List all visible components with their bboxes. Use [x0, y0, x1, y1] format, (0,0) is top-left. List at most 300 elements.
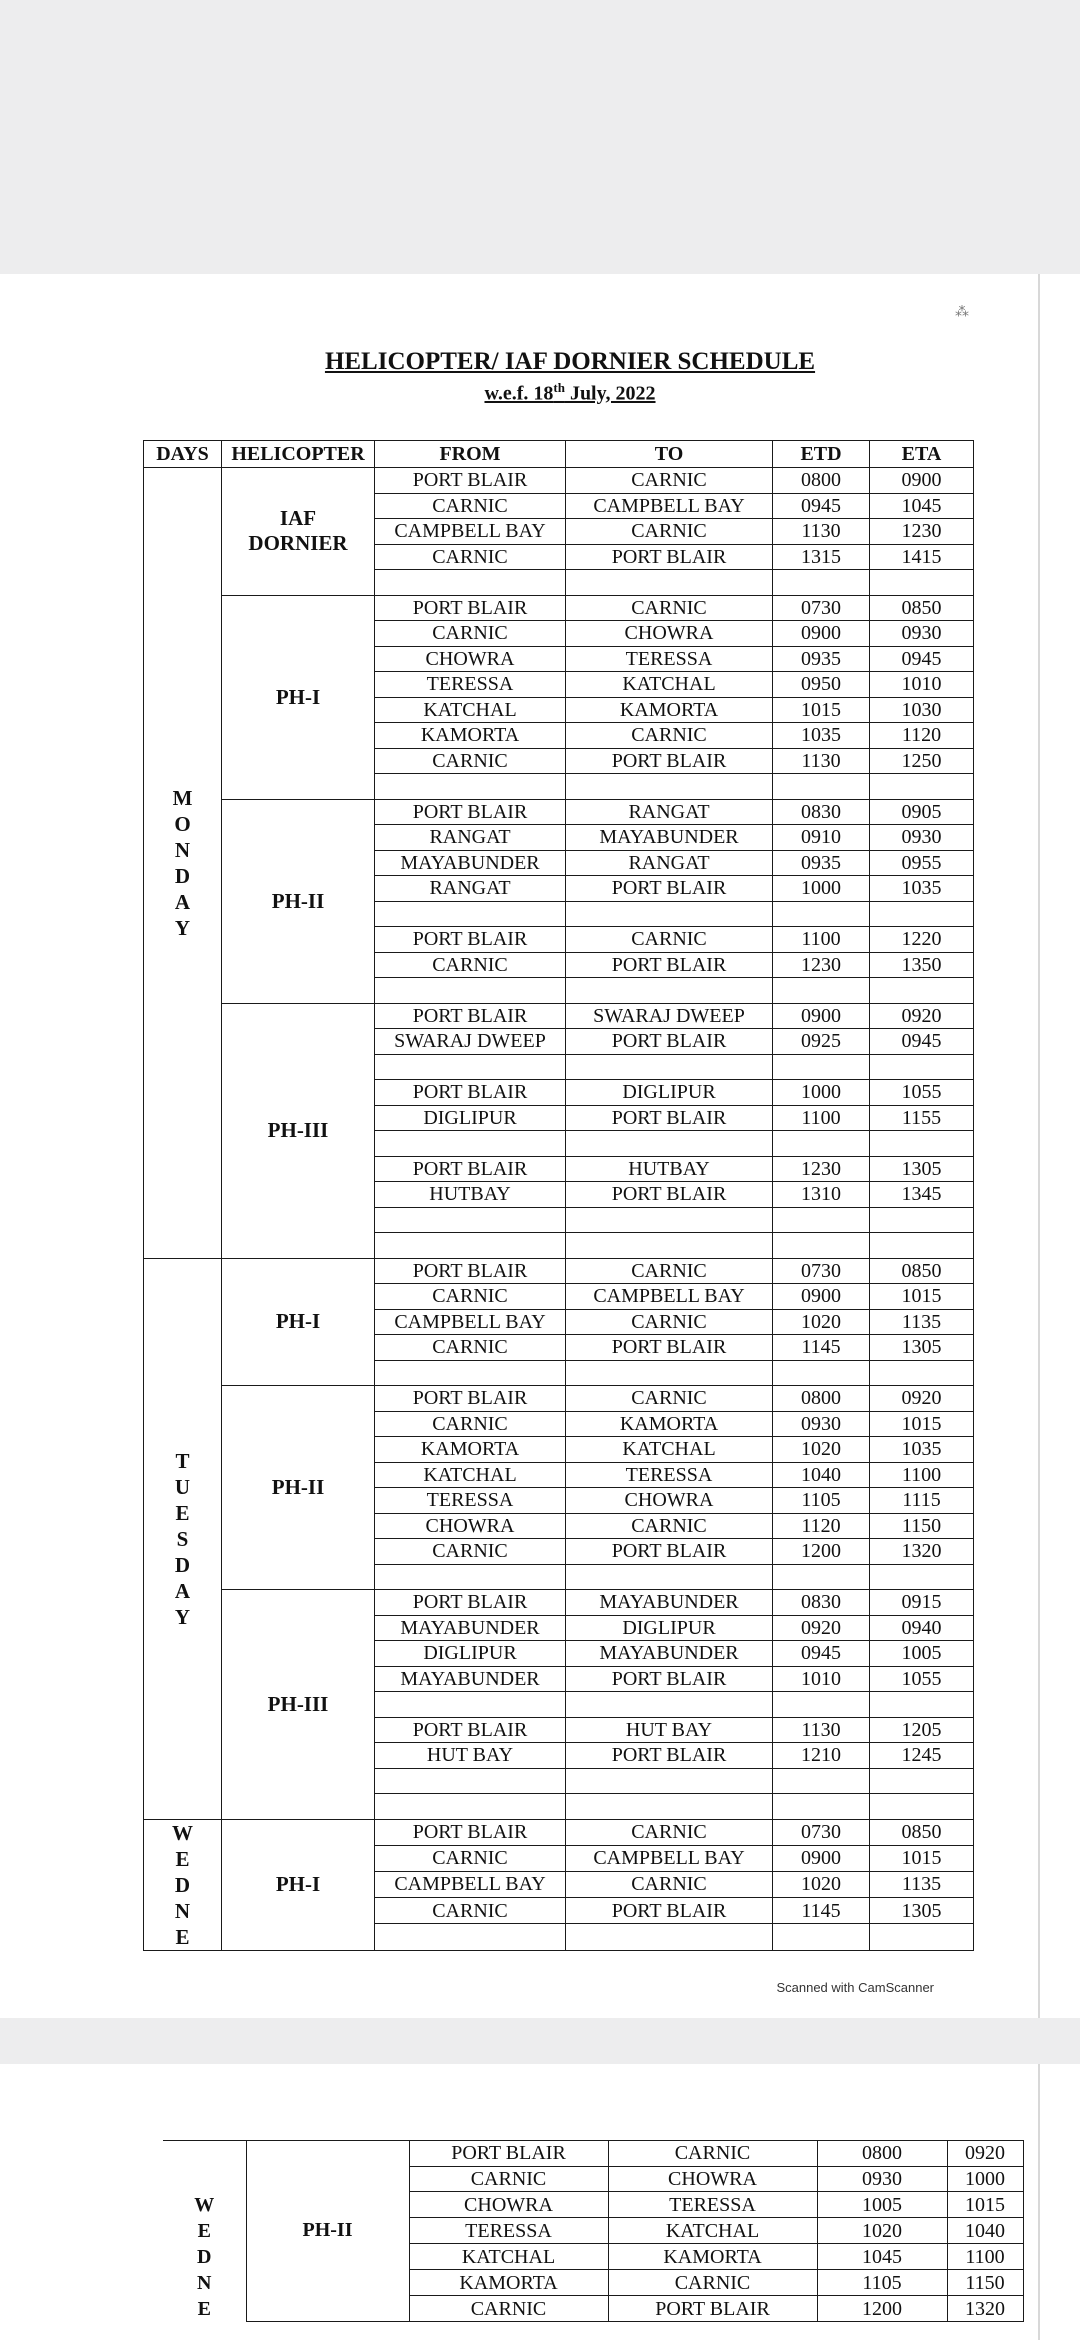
to-cell [566, 1131, 773, 1157]
from-cell: CARNIC [409, 2296, 608, 2322]
aircraft-label: PH-I [275, 684, 321, 709]
aircraft-cell [222, 1386, 375, 1590]
day-letter: S [176, 1526, 189, 1551]
etd-cell [773, 1794, 870, 1820]
from-cell [375, 1207, 566, 1233]
page-edge-line [1038, 274, 1040, 2018]
etd-cell: 1020 [773, 1871, 870, 1897]
day-letter: N [174, 1898, 191, 1923]
to-cell [566, 901, 773, 927]
to-cell: PORT BLAIR [566, 1029, 773, 1055]
to-cell: KATCHAL [566, 672, 773, 698]
to-cell: TERESSA [566, 1462, 773, 1488]
etd-cell: 0950 [773, 672, 870, 698]
etd-cell [773, 978, 870, 1004]
eta-cell: 0945 [870, 646, 974, 672]
from-cell: SWARAJ DWEEP [375, 1029, 566, 1055]
header-helicopter: HELICOPTER [222, 441, 375, 468]
to-cell [566, 1794, 773, 1820]
to-cell: PORT BLAIR [566, 1743, 773, 1769]
day-letter: D [197, 2245, 212, 2268]
etd-cell: 1020 [773, 1437, 870, 1463]
day-letter: A [174, 889, 191, 914]
table-row [144, 1386, 974, 1412]
day-letter: D [174, 1552, 191, 1577]
effective-date-prefix: w.e.f. 18 [484, 382, 554, 405]
aircraft-cell [222, 1819, 375, 1950]
to-cell [566, 1207, 773, 1233]
etd-cell: 1010 [773, 1666, 870, 1692]
from-cell: CHOWRA [375, 1513, 566, 1539]
to-cell: KATCHAL [608, 2218, 817, 2244]
to-cell: KAMORTA [566, 1411, 773, 1437]
etd-cell [773, 1054, 870, 1080]
eta-cell [870, 1054, 974, 1080]
eta-cell: 0900 [870, 468, 974, 494]
day-letter: E [197, 2219, 211, 2242]
from-cell [375, 1768, 566, 1794]
aircraft-label: PH-II [302, 2219, 353, 2242]
scanned-page-1 [0, 274, 1080, 2018]
eta-cell: 0940 [870, 1615, 974, 1641]
from-cell: PORT BLAIR [375, 799, 566, 825]
etd-cell: 0900 [773, 1284, 870, 1310]
to-cell: PORT BLAIR [566, 1335, 773, 1361]
to-cell: CHOWRA [608, 2166, 817, 2192]
from-cell: CARNIC [375, 493, 566, 519]
to-cell: CAMPBELL BAY [566, 493, 773, 519]
to-cell: TERESSA [608, 2192, 817, 2218]
from-cell [375, 901, 566, 927]
etd-cell: 0800 [817, 2141, 947, 2167]
day-letter: E [175, 1924, 190, 1949]
eta-cell: 0955 [870, 850, 974, 876]
table-header-row [144, 441, 974, 468]
from-cell: TERESSA [409, 2218, 608, 2244]
table-row [144, 468, 974, 494]
eta-cell: 1150 [870, 1513, 974, 1539]
to-cell: KAMORTA [566, 697, 773, 723]
to-cell: CHOWRA [566, 621, 773, 647]
scanned-page-2 [0, 2064, 1080, 2340]
etd-cell: 1015 [773, 697, 870, 723]
from-cell: MAYABUNDER [375, 1615, 566, 1641]
etd-cell: 0730 [773, 1819, 870, 1845]
eta-cell: 1205 [870, 1717, 974, 1743]
eta-cell [870, 1131, 974, 1157]
etd-cell: 1100 [773, 1105, 870, 1131]
eta-cell: 1155 [870, 1105, 974, 1131]
to-cell: MAYABUNDER [566, 825, 773, 851]
to-cell [566, 774, 773, 800]
to-cell: PORT BLAIR [566, 1182, 773, 1208]
from-cell: PORT BLAIR [375, 1080, 566, 1106]
etd-cell: 1130 [773, 519, 870, 545]
day-letter: A [174, 1578, 191, 1603]
eta-cell: 1250 [870, 748, 974, 774]
from-cell: HUT BAY [375, 1743, 566, 1769]
to-cell: CARNIC [566, 1309, 773, 1335]
eta-cell: 1320 [947, 2296, 1023, 2322]
etd-cell: 1130 [773, 1717, 870, 1743]
from-cell [375, 570, 566, 596]
etd-cell: 1210 [773, 1743, 870, 1769]
aircraft-cell [222, 1258, 375, 1386]
to-cell: RANGAT [566, 850, 773, 876]
from-cell: CARNIC [375, 544, 566, 570]
day-letter: E [197, 2297, 211, 2320]
day-cell [163, 2166, 246, 2192]
from-cell: CHOWRA [375, 646, 566, 672]
eta-cell [870, 774, 974, 800]
etd-cell: 1105 [817, 2270, 947, 2296]
table-row [144, 799, 974, 825]
page-edge-line [1038, 2064, 1040, 2340]
from-cell [375, 1692, 566, 1718]
to-cell: HUT BAY [566, 1717, 773, 1743]
eta-cell: 1045 [870, 493, 974, 519]
to-cell: CAMPBELL BAY [566, 1845, 773, 1871]
etd-cell: 0945 [773, 493, 870, 519]
to-cell [566, 1360, 773, 1386]
eta-cell: 1015 [870, 1411, 974, 1437]
from-cell: PORT BLAIR [409, 2141, 608, 2167]
from-cell: KAMORTA [409, 2270, 608, 2296]
from-cell: CAMPBELL BAY [375, 519, 566, 545]
day-cell [163, 2192, 246, 2218]
from-cell: CARNIC [375, 621, 566, 647]
from-cell: CARNIC [375, 1284, 566, 1310]
to-cell [566, 1768, 773, 1794]
to-cell: KAMORTA [608, 2244, 817, 2270]
eta-cell: 0920 [870, 1003, 974, 1029]
etd-cell: 1035 [773, 723, 870, 749]
etd-cell [773, 774, 870, 800]
eta-cell: 1115 [870, 1488, 974, 1514]
to-cell: DIGLIPUR [566, 1615, 773, 1641]
to-cell: CARNIC [566, 1258, 773, 1284]
from-cell [375, 1564, 566, 1590]
table-row [144, 1590, 974, 1616]
aircraft-cell [222, 799, 375, 1003]
etd-cell: 1200 [773, 1539, 870, 1565]
header-etd: ETD [773, 441, 870, 468]
etd-cell: 1315 [773, 544, 870, 570]
from-cell: CHOWRA [409, 2192, 608, 2218]
from-cell: PORT BLAIR [375, 468, 566, 494]
day-letter: D [174, 1872, 191, 1897]
to-cell: PORT BLAIR [566, 876, 773, 902]
from-cell: MAYABUNDER [375, 850, 566, 876]
eta-cell: 1415 [870, 544, 974, 570]
from-cell: PORT BLAIR [375, 1819, 566, 1845]
eta-cell [870, 1768, 974, 1794]
header-eta: ETA [870, 441, 974, 468]
to-cell [566, 1233, 773, 1259]
etd-cell: 0900 [773, 1845, 870, 1871]
day-cell [144, 1819, 222, 1950]
eta-cell: 1055 [870, 1080, 974, 1106]
scanner-footer: Scanned with CamScanner [776, 1980, 934, 1995]
to-cell: PORT BLAIR [566, 748, 773, 774]
etd-cell [773, 1207, 870, 1233]
eta-cell [870, 1692, 974, 1718]
etd-cell: 0900 [773, 621, 870, 647]
day-letter: W [194, 2193, 215, 2216]
day-letter: Y [174, 915, 191, 940]
etd-cell [773, 1692, 870, 1718]
to-cell [566, 1054, 773, 1080]
etd-cell: 1310 [773, 1182, 870, 1208]
to-cell [566, 1924, 773, 1950]
aircraft-label: PH-II [271, 1475, 325, 1499]
aircraft-label: PH-III [267, 1118, 329, 1142]
to-cell: PORT BLAIR [566, 544, 773, 570]
from-cell: PORT BLAIR [375, 1003, 566, 1029]
to-cell: SWARAJ DWEEP [566, 1003, 773, 1029]
etd-cell: 1020 [817, 2218, 947, 2244]
eta-cell: 1040 [947, 2218, 1023, 2244]
etd-cell [773, 1360, 870, 1386]
etd-cell: 0935 [773, 850, 870, 876]
from-cell: TERESSA [375, 1488, 566, 1514]
eta-cell: 1220 [870, 927, 974, 953]
schedule-title: HELICOPTER/ IAF DORNIER SCHEDULE [324, 348, 816, 375]
etd-cell [773, 1768, 870, 1794]
from-cell: CARNIC [375, 1845, 566, 1871]
etd-cell: 1100 [773, 927, 870, 953]
eta-cell: 1230 [870, 519, 974, 545]
etd-cell: 0730 [773, 1258, 870, 1284]
to-cell: CARNIC [566, 1871, 773, 1897]
from-cell: PORT BLAIR [375, 595, 566, 621]
to-cell: PORT BLAIR [566, 1898, 773, 1924]
effective-date [0, 380, 1080, 406]
day-letter: E [175, 1500, 190, 1525]
from-cell: PORT BLAIR [375, 1386, 566, 1412]
day-letter: N [197, 2271, 212, 2294]
schedule-body-continued [163, 2141, 1023, 2322]
eta-cell: 1035 [870, 876, 974, 902]
from-cell: PORT BLAIR [375, 927, 566, 953]
etd-cell: 1045 [817, 2244, 947, 2270]
aircraft-label: PH-II [271, 888, 325, 913]
etd-cell: 0945 [773, 1641, 870, 1667]
from-cell: PORT BLAIR [375, 1590, 566, 1616]
aircraft-label: IAF [279, 506, 317, 531]
from-cell [375, 1054, 566, 1080]
from-cell: MAYABUNDER [375, 1666, 566, 1692]
eta-cell: 1030 [870, 697, 974, 723]
etd-cell: 1040 [773, 1462, 870, 1488]
etd-cell [773, 1233, 870, 1259]
effective-date-suffix: July, 2022 [564, 382, 656, 405]
eta-cell: 1005 [870, 1641, 974, 1667]
etd-cell: 1145 [773, 1335, 870, 1361]
aircraft-label: PH-III [267, 1691, 329, 1716]
table-row [144, 595, 974, 621]
to-cell: CARNIC [566, 1819, 773, 1845]
day-cell [163, 2244, 246, 2270]
from-cell: CARNIC [375, 952, 566, 978]
table-row [144, 1003, 974, 1029]
eta-cell: 0850 [870, 595, 974, 621]
eta-cell: 0920 [947, 2141, 1023, 2167]
etd-cell: 0930 [817, 2166, 947, 2192]
etd-cell: 0910 [773, 825, 870, 851]
schedule-table-continued [163, 2140, 1024, 2322]
from-cell: CARNIC [375, 1539, 566, 1565]
schedule-body [144, 468, 974, 1951]
eta-cell: 0905 [870, 799, 974, 825]
etd-cell [773, 1924, 870, 1950]
eta-cell: 0920 [870, 1386, 974, 1412]
to-cell: PORT BLAIR [566, 1666, 773, 1692]
eta-cell: 1345 [870, 1182, 974, 1208]
day-letter: T [175, 1448, 190, 1473]
eta-cell: 0915 [870, 1590, 974, 1616]
to-cell: PORT BLAIR [566, 952, 773, 978]
etd-cell: 1230 [773, 952, 870, 978]
to-cell: CHOWRA [566, 1488, 773, 1514]
from-cell: KATCHAL [375, 697, 566, 723]
aircraft-cell [246, 2141, 409, 2322]
eta-cell: 1305 [870, 1335, 974, 1361]
eta-cell: 1320 [870, 1539, 974, 1565]
eta-cell [870, 1794, 974, 1820]
to-cell [566, 570, 773, 596]
schedule-table [143, 440, 974, 1951]
etd-cell: 1000 [773, 1080, 870, 1106]
from-cell [375, 774, 566, 800]
to-cell: CARNIC [566, 468, 773, 494]
to-cell: CARNIC [566, 1386, 773, 1412]
eta-cell: 1055 [870, 1666, 974, 1692]
from-cell [375, 1924, 566, 1950]
to-cell [566, 1564, 773, 1590]
from-cell: CARNIC [375, 1411, 566, 1437]
table-row [144, 1819, 974, 1845]
aircraft-cell [222, 1590, 375, 1820]
aircraft-label: DORNIER [248, 531, 348, 556]
day-cell [144, 1258, 222, 1819]
eta-cell [870, 1564, 974, 1590]
to-cell: PORT BLAIR [566, 1539, 773, 1565]
header-from: FROM [375, 441, 566, 468]
day-letter: N [174, 837, 191, 862]
to-cell: TERESSA [566, 646, 773, 672]
etd-cell: 1200 [817, 2296, 947, 2322]
to-cell: DIGLIPUR [566, 1080, 773, 1106]
etd-cell: 0800 [773, 1386, 870, 1412]
to-cell [566, 1692, 773, 1718]
day-letter: O [174, 811, 191, 836]
from-cell: KATCHAL [409, 2244, 608, 2270]
etd-cell: 0935 [773, 646, 870, 672]
from-cell: PORT BLAIR [375, 1258, 566, 1284]
effective-date-ordinal: th [553, 380, 565, 395]
etd-cell [773, 1564, 870, 1590]
from-cell: CAMPBELL BAY [375, 1309, 566, 1335]
day-cell [144, 468, 222, 1259]
eta-cell: 1150 [947, 2270, 1023, 2296]
day-letter: U [174, 1474, 191, 1499]
from-cell: RANGAT [375, 825, 566, 851]
from-cell [375, 1360, 566, 1386]
from-cell: CARNIC [375, 1898, 566, 1924]
from-cell: HUTBAY [375, 1182, 566, 1208]
aircraft-label: PH-I [275, 1872, 321, 1896]
etd-cell: 0900 [773, 1003, 870, 1029]
etd-cell: 1020 [773, 1309, 870, 1335]
to-cell: HUTBAY [566, 1156, 773, 1182]
to-cell: PORT BLAIR [566, 1105, 773, 1131]
eta-cell: 1350 [870, 952, 974, 978]
eta-cell: 0930 [870, 825, 974, 851]
eta-cell: 1135 [870, 1871, 974, 1897]
eta-cell: 0945 [870, 1029, 974, 1055]
from-cell: PORT BLAIR [375, 1156, 566, 1182]
eta-cell [870, 1924, 974, 1950]
day-letter: Y [174, 1604, 191, 1629]
eta-cell [870, 1207, 974, 1233]
etd-cell: 0830 [773, 1590, 870, 1616]
aircraft-cell [222, 1003, 375, 1258]
from-cell: TERESSA [375, 672, 566, 698]
eta-cell [870, 1233, 974, 1259]
from-cell: DIGLIPUR [375, 1105, 566, 1131]
etd-cell: 1120 [773, 1513, 870, 1539]
aircraft-label: PH-I [275, 1309, 321, 1334]
from-cell: DIGLIPUR [375, 1641, 566, 1667]
etd-cell: 1230 [773, 1156, 870, 1182]
eta-cell: 1010 [870, 672, 974, 698]
eta-cell: 1100 [870, 1462, 974, 1488]
to-cell: CARNIC [566, 723, 773, 749]
from-cell: CARNIC [375, 748, 566, 774]
eta-cell: 1135 [870, 1309, 974, 1335]
from-cell: CARNIC [375, 1335, 566, 1361]
eta-cell [870, 570, 974, 596]
scan-speck: ⁂ [955, 305, 969, 320]
to-cell: RANGAT [566, 799, 773, 825]
day-letter: D [174, 863, 191, 888]
to-cell: CARNIC [566, 519, 773, 545]
etd-cell: 0925 [773, 1029, 870, 1055]
aircraft-cell [222, 468, 375, 596]
from-cell: RANGAT [375, 876, 566, 902]
to-cell: KATCHAL [566, 1437, 773, 1463]
to-cell: CARNIC [566, 927, 773, 953]
eta-cell [870, 1360, 974, 1386]
eta-cell: 1305 [870, 1898, 974, 1924]
eta-cell: 1015 [870, 1845, 974, 1871]
to-cell: CARNIC [566, 595, 773, 621]
etd-cell: 0830 [773, 799, 870, 825]
eta-cell: 0930 [870, 621, 974, 647]
etd-cell: 1005 [817, 2192, 947, 2218]
from-cell [375, 978, 566, 1004]
eta-cell [870, 978, 974, 1004]
table-row [144, 1258, 974, 1284]
day-cell [163, 2218, 246, 2244]
day-letter: M [172, 785, 193, 810]
from-cell: KATCHAL [375, 1462, 566, 1488]
etd-cell [773, 1131, 870, 1157]
etd-cell [773, 570, 870, 596]
etd-cell: 1130 [773, 748, 870, 774]
from-cell: PORT BLAIR [375, 1717, 566, 1743]
